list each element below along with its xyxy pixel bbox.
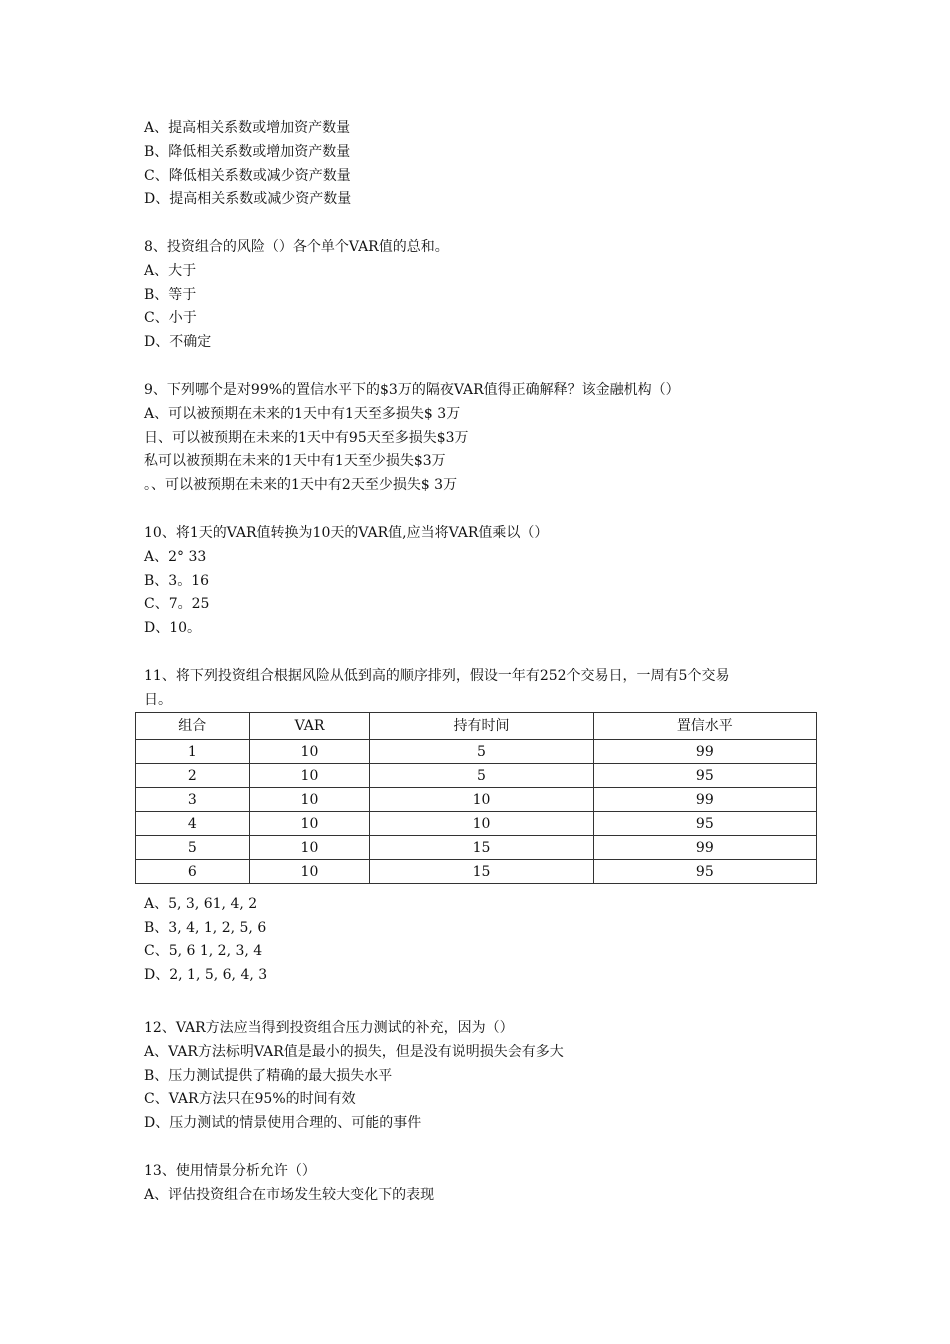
table-row [136,740,817,764]
q12-option-d: D、压力测试的情景使用合理的、可能的事件 [144,1115,422,1131]
q10-option-a: A、2° 33 [144,549,207,565]
table-header-cell: 持有时间 [370,713,593,740]
q8-option-b: B、等于 [144,287,197,303]
q9-question: 9、下列哪个是对99%的置信水平下的$3万的隔夜VAR值得正确解释？该金融机构（） [144,382,680,398]
table-cell: 99 [593,740,816,764]
table-cell: 1 [136,740,250,764]
q7-option-b: B、降低相关系数或增加资产数量 [144,144,351,160]
table-cell: 10 [249,764,370,788]
q8-question: 8、投资组合的风险（）各个单个VAR值的总和。 [144,239,449,255]
table-cell: 95 [593,860,816,884]
q11-option-d: D、2, 1, 5, 6, 4, 3 [144,967,268,983]
table-cell: 10 [249,860,370,884]
q10-option-b: B、3。16 [144,573,210,589]
table-cell: 15 [370,860,593,884]
table-cell: 10 [370,812,593,836]
table-row [136,860,817,884]
q9-option-b: 日、可以被预期在未来的1天中有95天至多损失$3万 [144,430,469,446]
q11-question-line2: 日。 [144,692,172,708]
q13-question: 13、使用情景分析允许（） [144,1163,316,1179]
table-cell: 10 [249,740,370,764]
table-header-row [136,713,817,740]
table-cell: 95 [593,764,816,788]
table-header-cell: 组合 [136,713,250,740]
table-row [136,836,817,860]
table-row [136,788,817,812]
table-cell: 5 [136,836,250,860]
table-cell: 99 [593,788,816,812]
q12-option-c: C、VAR方法只在95%的时间有效 [144,1091,356,1107]
table-cell: 3 [136,788,250,812]
table-header-cell: VAR [249,713,370,740]
q7-option-c: C、降低相关系数或减少资产数量 [144,168,351,184]
q11-option-c: C、5, 6 1, 2, 3, 4 [144,943,263,959]
q10-option-c: C、7。25 [144,596,210,612]
q12-option-a: A、VAR方法标明VAR值是最小的损失，但是没有说明损失会有多大 [144,1044,564,1060]
table-cell: 6 [136,860,250,884]
table-cell: 10 [370,788,593,812]
table-cell: 10 [249,836,370,860]
q12-question: 12、VAR方法应当得到投资组合压力测试的补充，因为（） [144,1020,514,1036]
q11-option-b: B、3, 4, 1, 2, 5, 6 [144,920,267,936]
q10-question: 10、将1天的VAR值转换为10天的VAR值,应当将VAR值乘以（） [144,525,549,541]
table-header-cell: 置信水平 [593,713,816,740]
table-cell: 10 [249,788,370,812]
q10-option-d: D、10。 [144,620,202,636]
table-cell: 15 [370,836,593,860]
q8-option-a: A、大于 [144,263,197,279]
table-cell: 4 [136,812,250,836]
table-cell: 99 [593,836,816,860]
table-cell: 10 [249,812,370,836]
q9-option-c: 私可以被预期在未来的1天中有1天至少损失$3万 [144,453,446,469]
table-row [136,812,817,836]
q7-option-a: A、提高相关系数或增加资产数量 [144,120,351,136]
table-cell: 2 [136,764,250,788]
q9-option-a: A、可以被预期在未来的1天中有1天至多损失$ 3万 [144,406,461,422]
q13-option-a: A、评估投资组合在市场发生较大变化下的表现 [144,1187,435,1203]
table-cell: 5 [370,764,593,788]
q9-option-d: 。、可以被预期在未来的1天中有2天至少损失$ 3万 [144,477,458,493]
table-cell: 95 [593,812,816,836]
q8-option-c: C、小于 [144,310,197,326]
q8-option-d: D、不确定 [144,334,212,350]
q11-question-line1: 11、将下列投资组合根据风险从低到高的顺序排列，假设一年有252个交易日，一周有5个交易 [144,668,730,684]
table-cell: 5 [370,740,593,764]
table-row [136,764,817,788]
q12-option-b: B、压力测试提供了精确的最大损失水平 [144,1068,393,1084]
q7-option-d: D、提高相关系数或减少资产数量 [144,191,352,207]
q11-option-a: A、5, 3, 61, 4, 2 [144,896,258,912]
var-portfolio-table [135,712,817,884]
